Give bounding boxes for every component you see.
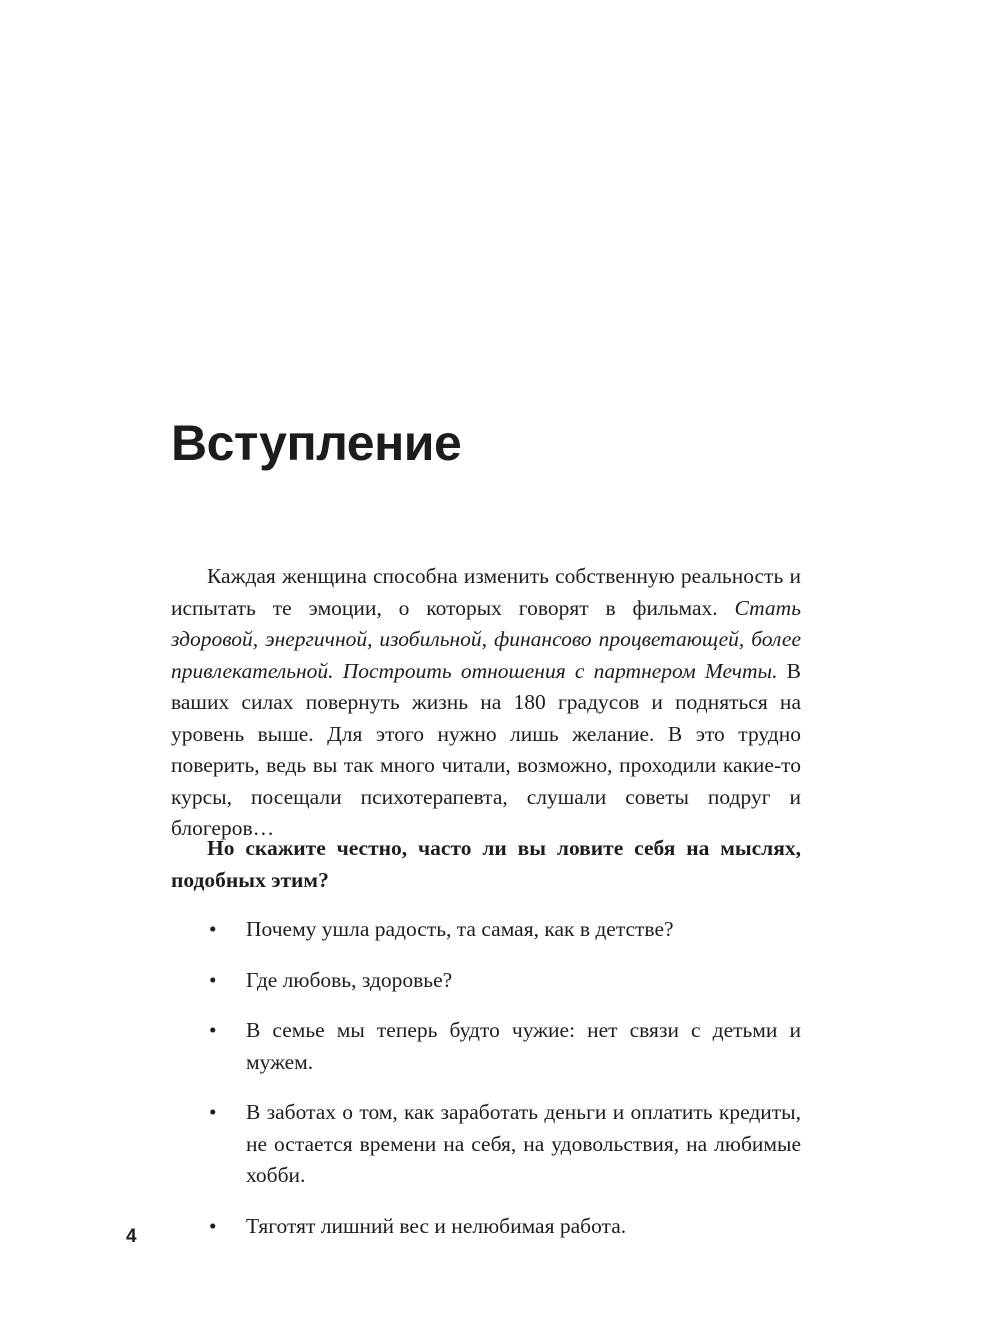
intro-paragraph-text-2: В ваших силах повернуть жизнь на 180 градусов и подняться на уровень выше. Для этого нужно лишь желание. В это трудно поверить, ведь вы так много читали, возможно, проходили какие-то курсы, посещали психотерапевта, слушали советы подруг и блогеров… xyxy=(171,658,801,840)
list-item xyxy=(171,965,801,997)
list-item-text: В заботах о том, как заработать деньги и оплатить кредиты, не остается времени на себя, на удовольствия, на любимые хобби. xyxy=(246,1100,801,1187)
list-item-text: Почему ушла радость, та самая, как в детстве? xyxy=(246,917,674,941)
list-item-text: Тяготят лишний вес и нелюбимая работа. xyxy=(246,1213,627,1238)
list-item-text: В семье мы теперь будто чужие: нет связи с детьми и мужем. xyxy=(246,1018,801,1074)
list-item xyxy=(171,1097,801,1192)
bullet-icon: • xyxy=(209,1100,217,1124)
bullet-icon: • xyxy=(209,917,217,941)
bullet-icon: • xyxy=(209,967,217,992)
intro-paragraph xyxy=(171,561,801,845)
intro-paragraph-text-1: Каждая женщина способна изменить собственную реальность и испытать те эмоции, о которых говорят в фильмах. xyxy=(171,564,801,620)
bullet-icon: • xyxy=(209,1213,217,1238)
bullet-icon: • xyxy=(209,1018,217,1042)
list-item xyxy=(171,914,801,946)
list-item-text: Где любовь, здоровье? xyxy=(246,967,453,992)
list-item xyxy=(171,1015,801,1078)
intro-paragraph-italic: Стать здоровой, энергичной, изобильной, финансово процветающей, более привлекательной. Построить отношения с партнером Мечты. xyxy=(171,595,801,683)
chapter-heading: Вступление xyxy=(171,415,462,471)
thoughts-list xyxy=(171,914,801,1261)
page-number: 4 xyxy=(126,1226,137,1247)
list-item xyxy=(171,1211,801,1243)
question-paragraph: Но скажите честно, часто ли вы ловите себя на мыслях, подобных этим? xyxy=(171,836,801,892)
